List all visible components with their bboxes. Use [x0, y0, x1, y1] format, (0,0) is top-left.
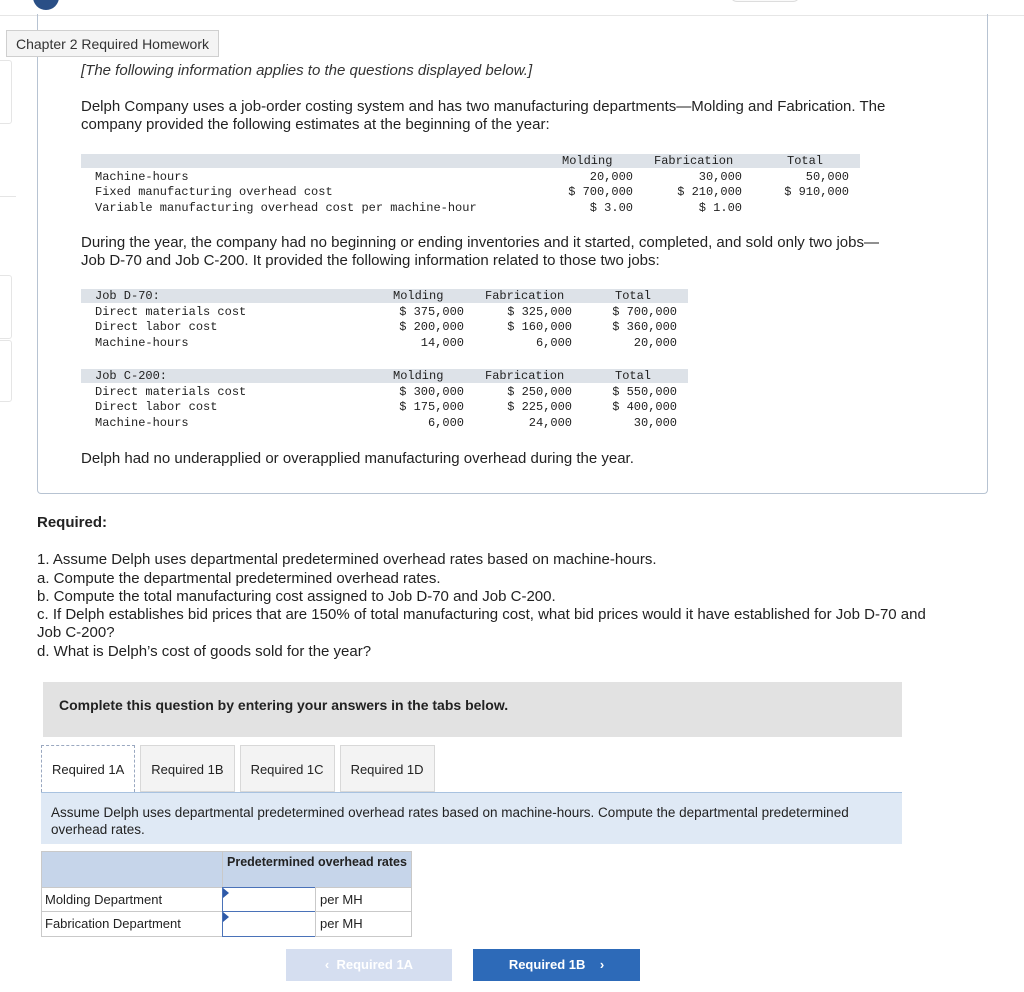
answer-table-corner	[41, 851, 223, 888]
cell-value: $ 225,000	[507, 400, 572, 414]
cell-value: $ 700,000	[612, 305, 677, 319]
required-line: c. If Delph establishes bid prices that are 150% of total manufacturing cost, what bid prices would it have established for Job D-70 and	[37, 606, 926, 623]
cell-value: $ 400,000	[612, 400, 677, 414]
cell-value: 20,000	[633, 336, 677, 350]
col-header-fabrication: Fabrication	[485, 369, 565, 383]
molding-rate-input[interactable]	[222, 887, 316, 912]
cell-value: 20,000	[589, 170, 633, 184]
cell-value: $ 550,000	[612, 385, 677, 399]
cell-value: $ 160,000	[507, 320, 572, 334]
row-label: Machine-hours	[95, 336, 189, 350]
cell-value: 30,000	[698, 170, 742, 184]
row-label: Variable manufacturing overhead cost per machine-hour	[95, 201, 477, 215]
overhead-note: Delph had no underapplied or overapplied manufacturing overhead during the year.	[81, 450, 634, 467]
cell-value: 6,000	[427, 416, 464, 430]
complete-banner: Complete this question by entering your answers in the tabs below.	[43, 682, 902, 737]
cell-value: $ 3.00	[589, 201, 633, 215]
cell-value: 14,000	[420, 336, 464, 350]
next-button[interactable]	[473, 949, 640, 981]
prev-button[interactable]	[286, 949, 452, 981]
row-label: Direct labor cost	[95, 320, 218, 334]
cell-value: $ 250,000	[507, 385, 572, 399]
col-header-total: Total	[787, 154, 824, 168]
col-header-molding: Molding	[562, 154, 613, 168]
cell-value: $ 1.00	[698, 201, 742, 215]
unit-label: per MH	[315, 911, 412, 937]
unit-label: per MH	[315, 887, 412, 912]
row-label-fabrication: Fabrication Department	[41, 911, 223, 937]
cell-value: $ 210,000	[677, 185, 742, 199]
job-title: Job C-200:	[95, 369, 168, 383]
side-panel-stub	[0, 340, 12, 402]
input-marker-icon	[223, 912, 229, 922]
row-label: Machine-hours	[95, 416, 189, 430]
col-header-fabrication: Fabrication	[654, 154, 734, 168]
cell-value: 24,000	[528, 416, 572, 430]
required-line: a. Compute the departmental predetermined overhead rates.	[37, 570, 441, 587]
row-label: Direct materials cost	[95, 305, 247, 319]
side-panel-stub	[0, 60, 12, 124]
next-button-label: Required 1B	[508, 957, 586, 972]
fabrication-rate-input[interactable]	[222, 911, 316, 937]
tab-required-1d[interactable]: Required 1D	[340, 745, 435, 792]
required-line: Job C-200?	[37, 624, 115, 641]
col-header-molding: Molding	[393, 369, 444, 383]
required-tabs	[41, 745, 440, 792]
required-line: b. Compute the total manufacturing cost assigned to Job D-70 and Job C-200.	[37, 588, 556, 605]
tab-required-1a[interactable]: Required 1A	[41, 745, 135, 792]
chevron-left-icon: ‹	[324, 957, 330, 972]
prev-button-label: Required 1A	[336, 957, 414, 972]
cell-value: $ 360,000	[612, 320, 677, 334]
fabrication-rate-field[interactable]	[223, 912, 315, 936]
cell-value: $ 375,000	[399, 305, 464, 319]
job-header-band	[81, 289, 688, 303]
company-description: Delph Company uses a job-order costing system and has two manufacturing departments—Molding and Fabrication. The company provided the following estimates at the beginning of the year:	[81, 98, 886, 133]
required-heading: Required:	[37, 514, 108, 531]
top-pill-button[interactable]	[730, 0, 800, 2]
intro-note: [The following information applies to the questions displayed below.]	[81, 62, 533, 79]
row-label: Direct materials cost	[95, 385, 247, 399]
row-label: Machine-hours	[95, 170, 189, 184]
cell-value: $ 200,000	[399, 320, 464, 334]
cell-value: $ 325,000	[507, 305, 572, 319]
side-divider	[0, 196, 16, 197]
chevron-right-icon: ›	[599, 957, 605, 972]
required-line: 1. Assume Delph uses departmental predetermined overhead rates based on machine-hours.	[37, 551, 657, 568]
required-line: d. What is Delph’s cost of goods sold for the year?	[37, 643, 372, 660]
tab-required-1b[interactable]: Required 1B	[140, 745, 234, 792]
chapter-tab[interactable]: Chapter 2 Required Homework	[6, 30, 219, 57]
col-header-fabrication: Fabrication	[485, 289, 565, 303]
job-title: Job D-70:	[95, 289, 160, 303]
col-header-total: Total	[615, 289, 652, 303]
cell-value: $ 700,000	[568, 185, 633, 199]
row-label-molding: Molding Department	[41, 887, 223, 912]
side-panel-stub	[0, 275, 12, 339]
molding-rate-field[interactable]	[223, 888, 315, 911]
answer-table-header: Predetermined overhead rates	[222, 851, 412, 888]
col-header-total: Total	[615, 369, 652, 383]
col-header-molding: Molding	[393, 289, 444, 303]
cell-value: 30,000	[633, 416, 677, 430]
cell-value: 6,000	[535, 336, 572, 350]
cell-value: $ 175,000	[399, 400, 464, 414]
job-header-band	[81, 369, 688, 383]
tab-instruction: Assume Delph uses departmental predetermined overhead rates based on machine-hours. Compute the departmental predetermined overhead rates.	[51, 805, 849, 837]
row-label: Direct labor cost	[95, 400, 218, 414]
cell-value: $ 300,000	[399, 385, 464, 399]
jobs-description: During the year, the company had no beginning or ending inventories and it started, completed, and sold only two jobs— Job D-70 and Job C-200. It provided the following information related to those two jobs:	[81, 234, 879, 269]
input-marker-icon	[223, 888, 229, 898]
row-label: Fixed manufacturing overhead cost	[95, 185, 333, 199]
tab-instruction-panel	[41, 792, 902, 844]
tab-required-1c[interactable]: Required 1C	[240, 745, 335, 792]
estimates-header-band	[81, 154, 860, 168]
cell-value: 50,000	[805, 170, 849, 184]
cell-value: $ 910,000	[784, 185, 849, 199]
